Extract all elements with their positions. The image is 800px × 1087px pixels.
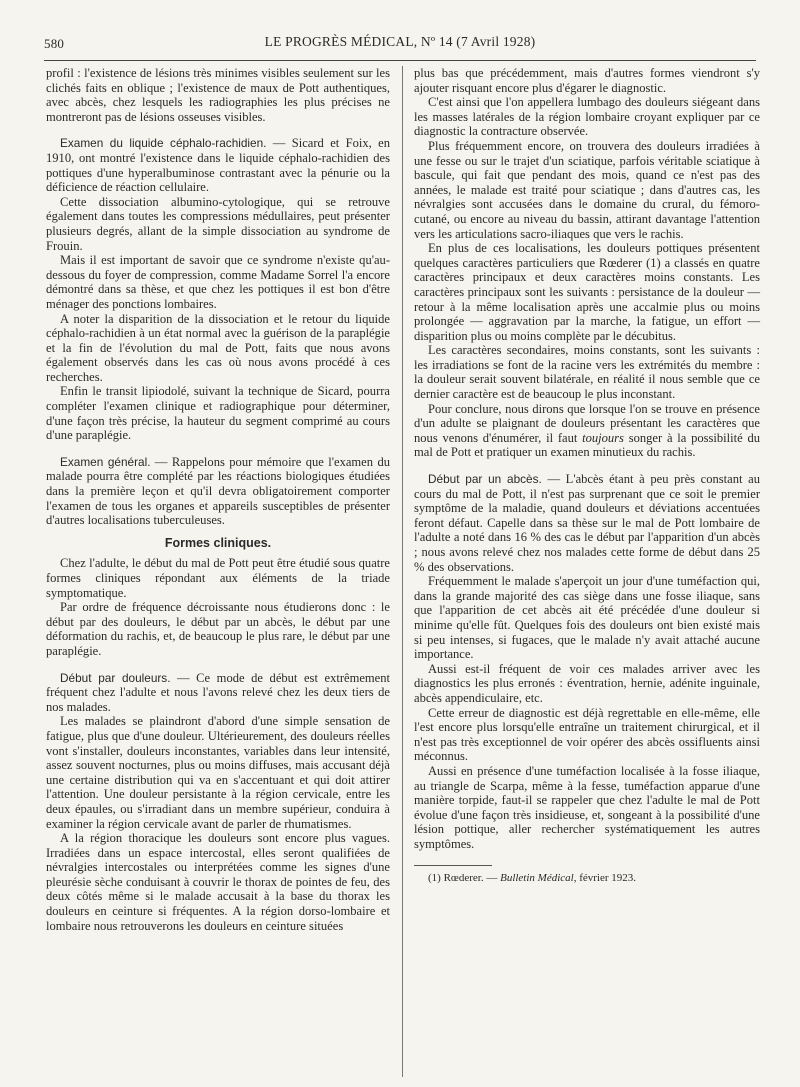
paragraph	[46, 455, 390, 528]
paragraph: Mais il est important de savoir que ce syndrome n'existe qu'au-dessous du foyer de compression, comme Madame Sorrel l'a encore démontré dans sa thèse, et que chez les pottiques il est bon d'être ménager des ponctions lombaires.	[46, 253, 390, 311]
section-lead: Début par un abcès.	[428, 472, 542, 487]
paragraph: Plus fréquemment encore, on trouvera des douleurs irradiées à une fesse ou sur le trajet d'un sciatique, parfois véritable sciatique à bascule, qui fait que pendant des mois, quand ce n'est pas des années, le malade est traité pour sciatique ; dans d'autres cas, les névralgies sont accusées dans le domaine du crural, du fémoro-cutané, ou encore au niveau du bassin, attirant davantage l'attention vers les articulations sacro-iliaques que vers le rachis.	[414, 138, 760, 241]
paragraph-text: songer à la possibilité du mal de Pott et pratiquer un examen minutieux du rachis.	[414, 430, 760, 460]
paragraph-text: — L'abcès étant à peu près constant au cours du mal de Pott, il n'est pas surprenant que ce soit le premier symptôme de la maladie, quand douleurs et déviations accentuées feront défaut. Capelle dans sa thèse sur le mal de Pott lombaire de l'adulte a noté dans 16 % des cas le début par l'apparition d'un abcès ; nous avons relevé chez nos malades cette forme de début dans 25 % des observations.	[414, 472, 760, 574]
paragraph: A la région thoracique les douleurs sont encore plus vagues. Irradiées dans un espace intercostal, elles seront qualifiées de névralgies intercostales ou interprétées comme les signes d'une pleurésie sèche conduisant à couvrir le thorax de pointes de feu, des deux côtés même si le malade accusait à la base du thorax les douleurs en ceinture si fréquentes. A la région dorso-lombaire et lombaire nous retrouverons les douleurs en ceinture situées	[46, 831, 390, 933]
paragraph-text: — Rappelons pour mémoire que l'examen du malade pourra être complété par les réactions biologiques étudiées dans la première leçon et qu'il devra obligatoirement comporter l'examen de tous les organes et appareils susceptibles de présenter d'autres localisations tuberculeuses.	[46, 454, 390, 528]
section-heading: Formes cliniques.	[164, 535, 272, 550]
left-column	[46, 66, 390, 1073]
paragraph: Aussi est-il fréquent de voir ces malades arriver avec les diagnostics les plus erronés : éventration, hernie, adénite inguinale, abcès appendiculaire, etc.	[414, 661, 760, 705]
paragraph	[414, 402, 760, 460]
paragraph-text: Pour conclure, nous dirons que lorsque l'on se trouve en présence d'un adulte se plaignant de douleurs présentant les caractères que nous venons d'énumérer, il faut	[414, 401, 760, 445]
footnote-source: Bulletin Médical	[500, 872, 574, 885]
right-column	[414, 66, 760, 1073]
paragraph: Les caractères secondaires, moins constants, sont les suivants : les irradiations se font de la racine vers les extrémités du membre : la douleur serait souvent bilatérale, en réalité il nous semble que ce dernier caractère est de beaucoup le plus inconstant.	[414, 343, 760, 402]
paragraph: profil : l'existence de lésions très minimes visibles seulement sur les clichés faits en oblique ; l'existence de maux de Pott authentiques, avec abcès, chez lesquels les radiographies les plus précises ne montreront pas de lésions osseuses visibles.	[46, 66, 390, 124]
footnote-text: (1) Rœderer. —	[428, 872, 501, 885]
page-number: 580	[44, 36, 65, 51]
paragraph: En plus de ces localisations, les douleurs pottiques présentent quelques caractères particuliers que Rœderer (1) a classés en quatre caractères principaux et deux caractères moins constants. Les caractères principaux sont les suivants : persistance de la douleur — retour à la même localisation après une accalmie plus ou moins prolongée — aggravation par la marche, la fatigue, un effort — disparition plus ou moins complète par le décubitus.	[414, 241, 760, 343]
paragraph: Aussi en présence d'une tuméfaction localisée à la fosse iliaque, au triangle de Scarpa, même à la fesse, tuméfaction apparue d'une manière torpide, faut-il se rappeler que chez l'adulte le mal de Pott évolue d'une façon très insidieuse, et, songeant à la possibilité d'une lésion pottique, aller rechercher systématiquement les autres symptômes.	[414, 763, 760, 851]
section-lead: Examen du liquide céphalo-rachidien.	[60, 136, 267, 151]
paragraph: Les malades se plaindront d'abord d'une simple sensation de fatigue, plus que d'une douleur. Ultérieurement, des douleurs réelles vont s'installer, douleurs inconstantes, variables dans leur intensité, assez souvent nocturnes, plus ou moins diffuses, mais accusant déjà une certaine distribution qui va en s'accentuant et qui doit attirer l'attention. Une douleur persistante à la région cervicale, entre les deux épaules, ou s'irradiant dans un membre supérieur, conduira à examiner la région cervicale avant de parler de rhumatismes.	[46, 714, 390, 831]
footnote	[414, 872, 760, 885]
column-divider	[402, 66, 403, 1077]
page-header	[44, 32, 756, 56]
running-title: LE PROGRÈS MÉDICAL, Nº 14 (7 Avril 1928)	[264, 34, 536, 49]
paragraph: plus bas que précédemment, mais d'autres formes viendront s'y ajouter risquant encore plus d'égarer le diagnostic.	[414, 66, 760, 95]
paragraph: Cette erreur de diagnostic est déjà regrettable en elle-même, elle l'est encore plus lorsqu'elle entraîne un traitement chirurgical, et il n'est pas très exceptionnel de voir opérer des abcès ossifluents ainsi méconnus.	[414, 705, 760, 764]
paragraph: Par ordre de fréquence décroissante nous étudierons donc : le début par des douleurs, le début par un abcès, le début par une déformation du rachis, et, de beaucoup le plus rare, le début par une paraplégie.	[46, 600, 390, 658]
paragraph-text: — Sicard et Foix, en 1910, ont montré l'existence dans le liquide céphalo-rachidien des pottiques d'une hyperalbuminose contrastant avec la pénurie ou la déficience de réaction cellulaire.	[46, 136, 390, 195]
paragraph: Fréquemment le malade s'aperçoit un jour d'une tuméfaction qui, dans la grande majorité des cas siège dans une fosse iliaque, sans que l'apparition de cet abcès ait été précédée d'une douleur si minime qu'elle fût. Quelques fois des douleurs ont bien existé mais si peu intenses, si fugaces, que le malade n'y avait attaché aucune importance.	[414, 574, 760, 662]
paragraph: Chez l'adulte, le début du mal de Pott peut être étudié sous quatre formes cliniques répondant aux éléments de la triade symptomatique.	[46, 556, 390, 600]
emphasis-text: toujours	[582, 430, 624, 445]
footnote-text: , février 1923.	[573, 872, 637, 885]
paragraph: A noter la disparition de la dissociation et le retour du liquide céphalo-rachidien à un état normal avec la guérison de la paraplégie et la fin de l'évolution du mal de Pott, faits que nous avons également observés dans les cas où nous avons procédé à ces recherches.	[46, 311, 390, 384]
paragraph	[414, 472, 760, 574]
paragraph	[46, 136, 390, 194]
section-lead: Examen général.	[60, 454, 151, 469]
paragraph: Enfin le transit lipiodolé, suivant la technique de Sicard, pourra compléter l'examen clinique et radiographique pour déterminer, d'une façon très précise, la hauteur du segment comprimé au cours d'une paraplégie.	[46, 384, 390, 443]
paragraph	[46, 671, 390, 715]
header-rule	[44, 60, 756, 61]
footnote-rule	[414, 865, 492, 866]
paragraph-text: — Ce mode de début est extrêmement fréquent chez l'adulte et nous l'avons relevé chez les deux tiers de nos malades.	[46, 670, 390, 714]
section-lead: Début par douleurs.	[60, 670, 171, 685]
paragraph: C'est ainsi que l'on appellera lumbago des douleurs siégeant dans les masses latérales de la région lombaire croyant expliquer par ce diagnostic la contracture observée.	[414, 95, 760, 139]
paragraph: Cette dissociation albumino-cytologique, qui se retrouve également dans toutes les compressions médullaires, peut présenter plusieurs degrés, allant de la simple dissociation au syndrome de Frouin.	[46, 194, 390, 253]
